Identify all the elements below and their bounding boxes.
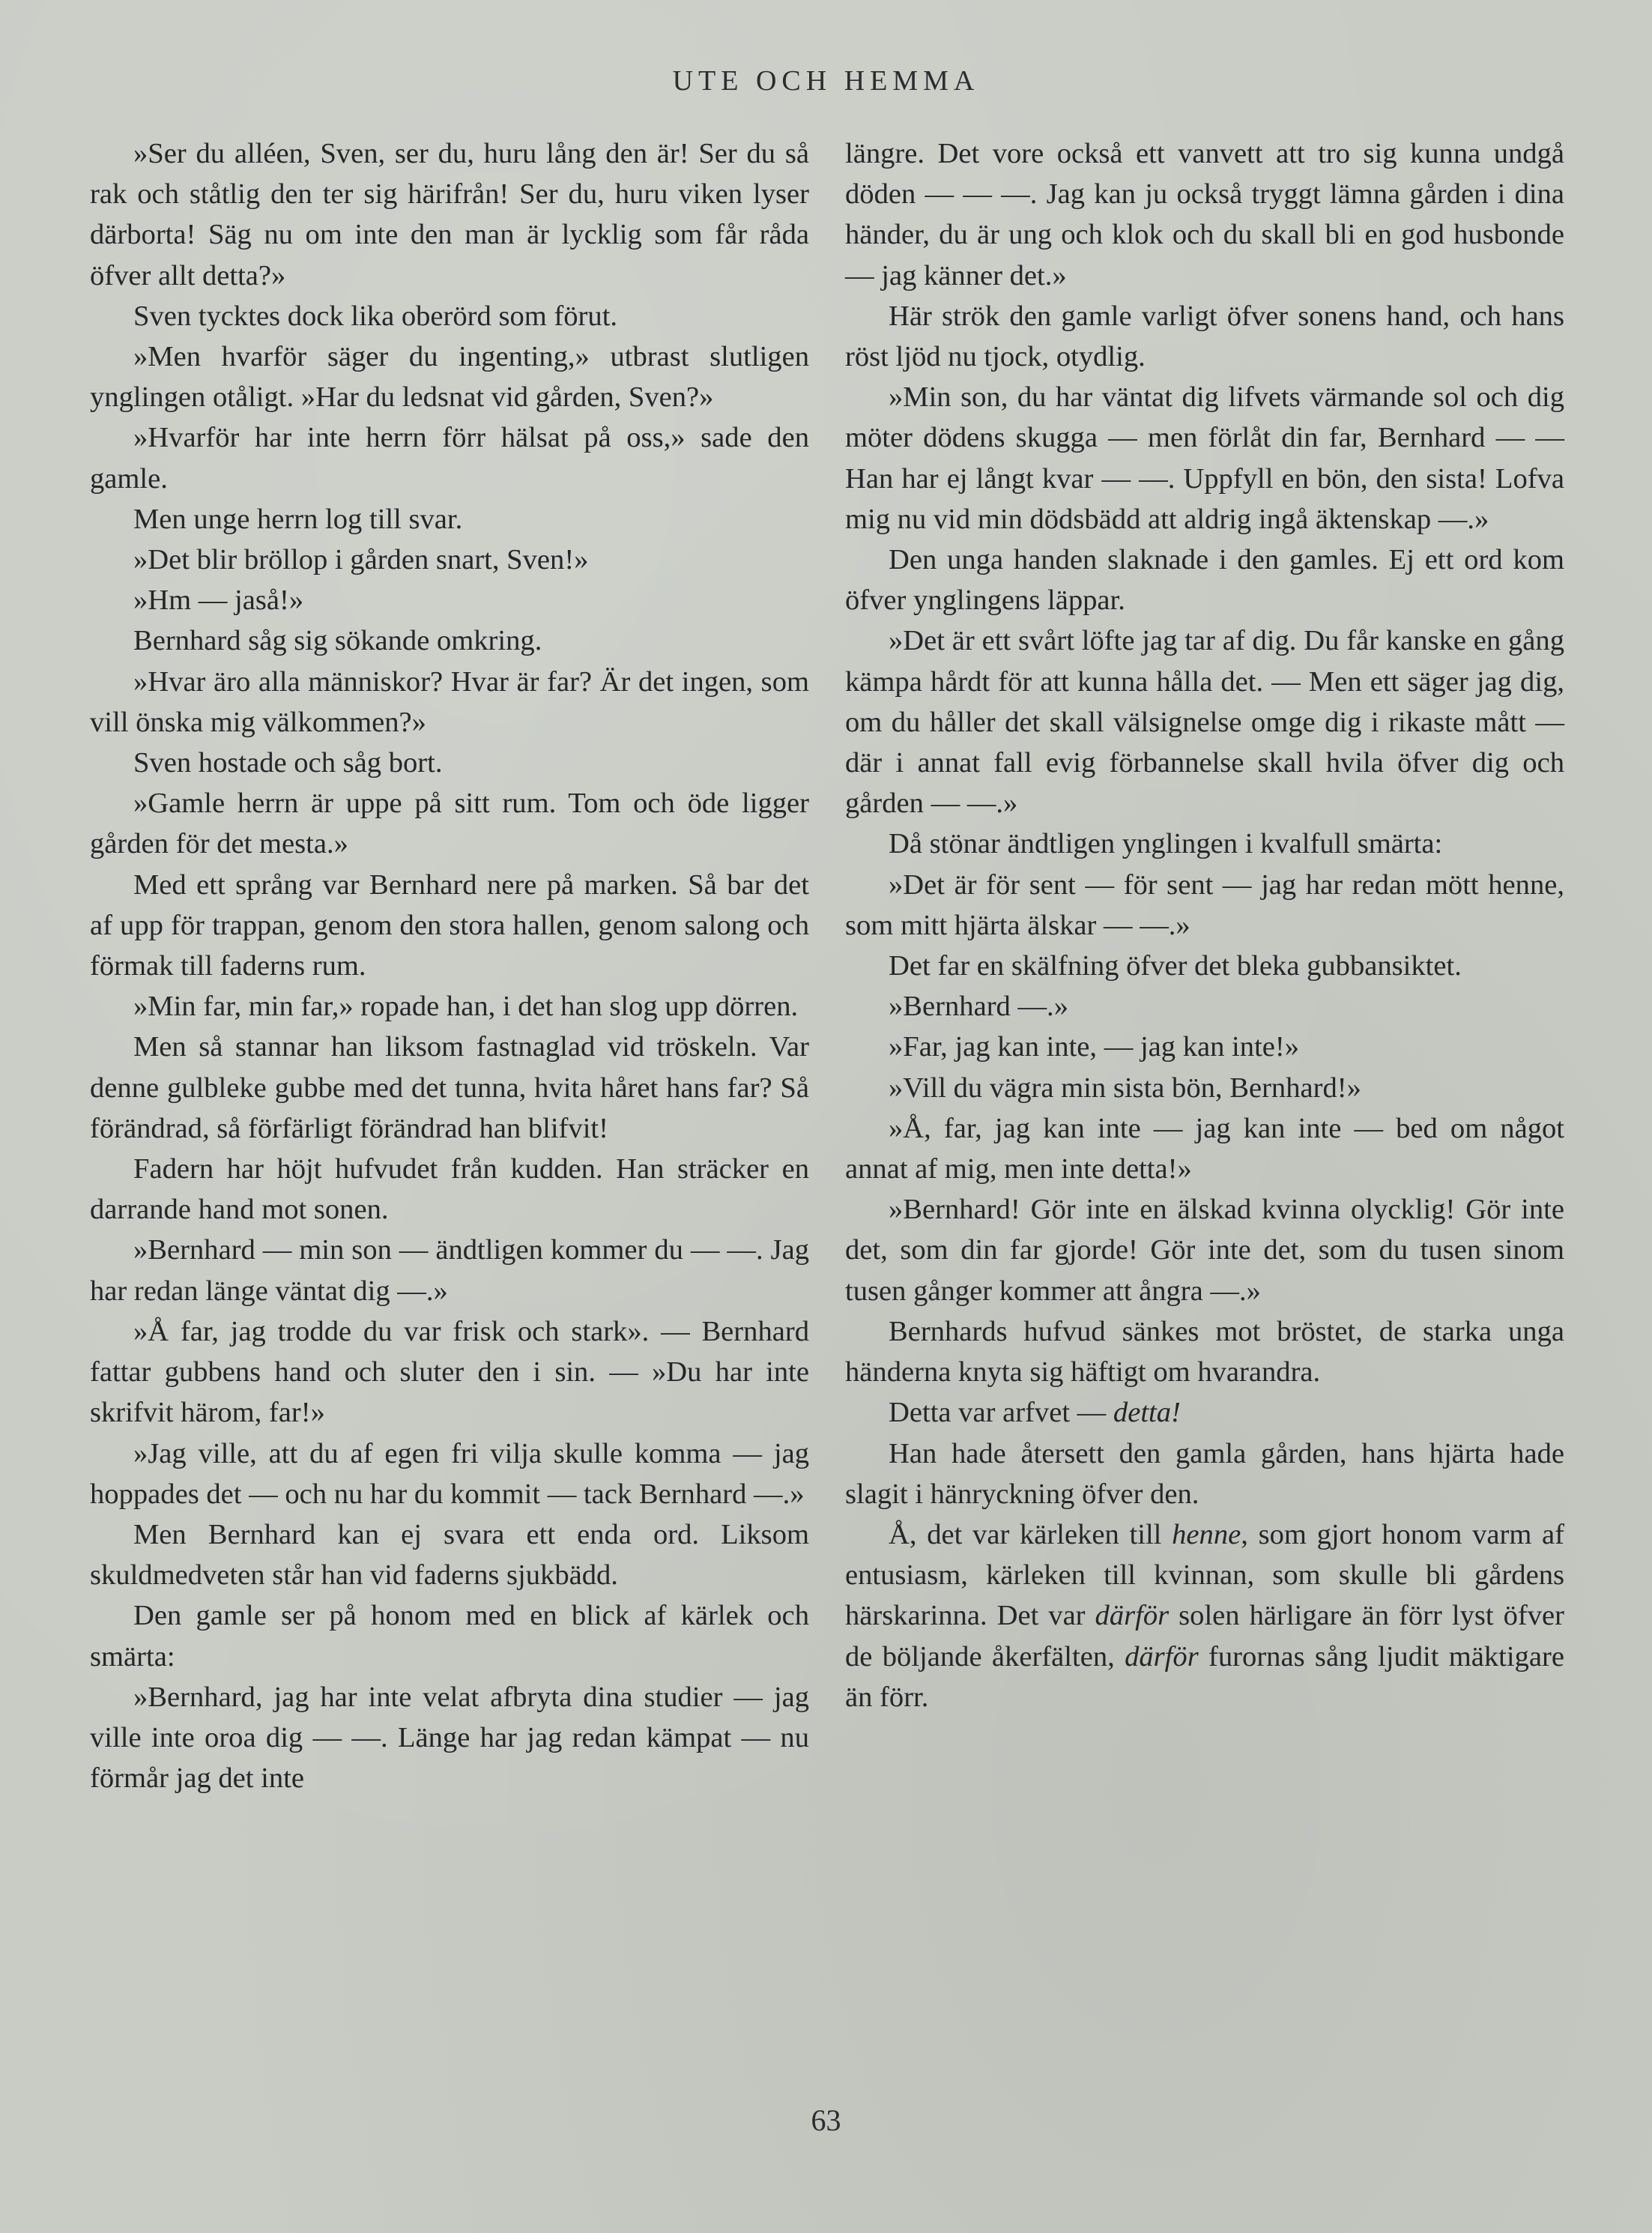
- paragraph: Men Bernhard kan ej svara ett enda ord. Liksom skuldmedveten står han vid faderns sjukbädd.: [90, 1518, 809, 1592]
- paragraph: Sven tycktes dock lika oberörd som förut.: [133, 300, 618, 332]
- paragraph: »Ser du alléen, Sven, ser du, huru lång den är! Ser du så rak och ståtlig den ter sig härifrån! Ser du, huru viken lyser därborta! Säg nu om inte den man är lycklig som får råda öfver allt detta?»: [90, 138, 809, 291]
- paragraph: »Gamle herrn är uppe på sitt rum. Tom och öde ligger gården för det mesta.»: [90, 788, 809, 860]
- right-text-column: [845, 133, 1564, 1717]
- paragraph: Bernhards hufvud sänkes mot bröstet, de starka unga händerna knyta sig häftigt om hvarandra.: [845, 1315, 1564, 1389]
- paragraph: »Hvarför har inte herrn förr hälsat på oss,» sade den gamle.: [90, 422, 809, 495]
- paragraph: Han hade återsett den gamla gården, hans hjärta hade slagit i hänryckning öfver den.: [845, 1437, 1564, 1510]
- paragraph: »Min son, du har väntat dig lifvets värmande sol och dig möter dödens skugga — men förlåt din far, Bernhard — — Han har ej långt kvar — —. Uppfyll en bön, den sista! Lofva mig nu vid min dödsbädd att aldrig ingå äktenskap —.»: [845, 381, 1564, 535]
- paragraph: Då stönar ändtligen ynglingen i kvalfull smärta:: [889, 828, 1443, 860]
- paragraph: »Å far, jag trodde du var frisk och stark». — Bernhard fattar gubbens hand och sluter den i sin. — »Du har inte skrifvit härom, far!»: [90, 1315, 809, 1429]
- paragraph: »Bernhard, jag har inte velat afbryta dina studier — jag ville inte oroa dig — —. Länge har jag redan kämpat — nu förmår jag det inte: [90, 1681, 809, 1795]
- paragraph: »Jag ville, att du af egen fri vilja skulle komma — jag hoppades det — och nu har du kommit — tack Bernhard —.»: [90, 1437, 809, 1510]
- paragraph: Detta var arfvet — detta!: [889, 1397, 1181, 1429]
- paragraph: »Bernhard — min son — ändtligen kommer du — —. Jag har redan länge väntat dig —.»: [90, 1234, 809, 1307]
- paragraph: »Det blir bröllop i gården snart, Sven!»: [133, 544, 589, 576]
- paragraph: Å, det var kärleken till henne, som gjort honom varm af entusiasm, kärleken till kvinnan, som skulle bli gårdens härskarinna. Det var därför solen härligare än förr lyst öfver de böljande åkerfälten, därför furornas sång ljudit mäktigare än förr.: [845, 1518, 1565, 1713]
- page-number: 63: [811, 2103, 841, 2137]
- paragraph: »Hm — jaså!»: [133, 584, 304, 617]
- paragraph: Bernhard såg sig sökande omkring.: [133, 625, 542, 657]
- paragraph: Den unga handen slaknade i den gamles. Ej ett ord kom öfver ynglingens läppar.: [845, 544, 1564, 617]
- paragraph: Här strök den gamle varligt öfver sonens hand, och hans röst ljöd nu tjock, otydlig.: [845, 300, 1564, 373]
- paragraph: »Vill du vägra min sista bön, Bernhard!»: [889, 1072, 1361, 1104]
- paragraph: »Min far, min far,» ropade han, i det han slog upp dörren.: [133, 991, 799, 1023]
- running-header: UTE OCH HEMMA: [672, 65, 980, 97]
- paragraph: Men så stannar han liksom fastnaglad vid tröskeln. Var denne gulbleke gubbe med det tunna, hvita håret hans far? Så förändrad, så förfärligt förändrad han blifvit!: [90, 1031, 809, 1144]
- paragraph: »Bernhard —.»: [889, 991, 1068, 1023]
- paragraph: »Bernhard! Gör inte en älskad kvinna olycklig! Gör inte det, som din far gjorde! Gör inte det, som du tusen sinom tusen gånger kommer att ångra —.»: [845, 1194, 1564, 1307]
- paragraph: Sven hostade och såg bort.: [133, 747, 443, 779]
- paragraph: längre. Det vore också ett vanvett att tro sig kunna undgå döden — — —. Jag kan ju också tryggt lämna gården i dina händer, du är ung och klok och du skall bli en god husbonde — jag känner det.»: [845, 138, 1564, 291]
- paragraph: »Det är för sent — för sent — jag har redan mött henne, som mitt hjärta älskar — —.»: [845, 868, 1564, 941]
- paragraph: »Det är ett svårt löfte jag tar af dig. Du får kanske en gång kämpa hårdt för att kunna hålla det. — Men ett säger jag dig, om du håller det skall välsignelse omge dig i rikaste mått — där i annat fall evig förbannelse skall hvila öfver dig och gården — —.»: [845, 625, 1564, 820]
- paragraph: Med ett språng var Bernhard nere på marken. Så bar det af upp för trappan, genom den stora hallen, genom salong och förmak till faderns rum.: [90, 868, 809, 982]
- paragraph: »Far, jag kan inte, — jag kan inte!»: [889, 1031, 1300, 1063]
- left-text-column: [90, 133, 809, 1798]
- paragraph: Det far en skälfning öfver det bleka gubbansiktet.: [889, 950, 1462, 982]
- paragraph: Den gamle ser på honom med en blick af kärlek och smärta:: [90, 1600, 809, 1673]
- paragraph: Fadern har höjt hufvudet från kudden. Han sträcker en darrande hand mot sonen.: [90, 1153, 809, 1226]
- paragraph: »Å, far, jag kan inte — jag kan inte — bed om något annat af mig, men inte detta!»: [845, 1112, 1564, 1185]
- paragraph: »Men hvarför säger du ingenting,» utbrast slutligen ynglingen otåligt. »Har du ledsnat vid gården, Sven?»: [90, 341, 809, 414]
- paragraph: Men unge herrn log till svar.: [133, 503, 463, 535]
- paragraph: »Hvar äro alla människor? Hvar är far? Är det ingen, som vill önska mig välkommen?»: [90, 665, 809, 738]
